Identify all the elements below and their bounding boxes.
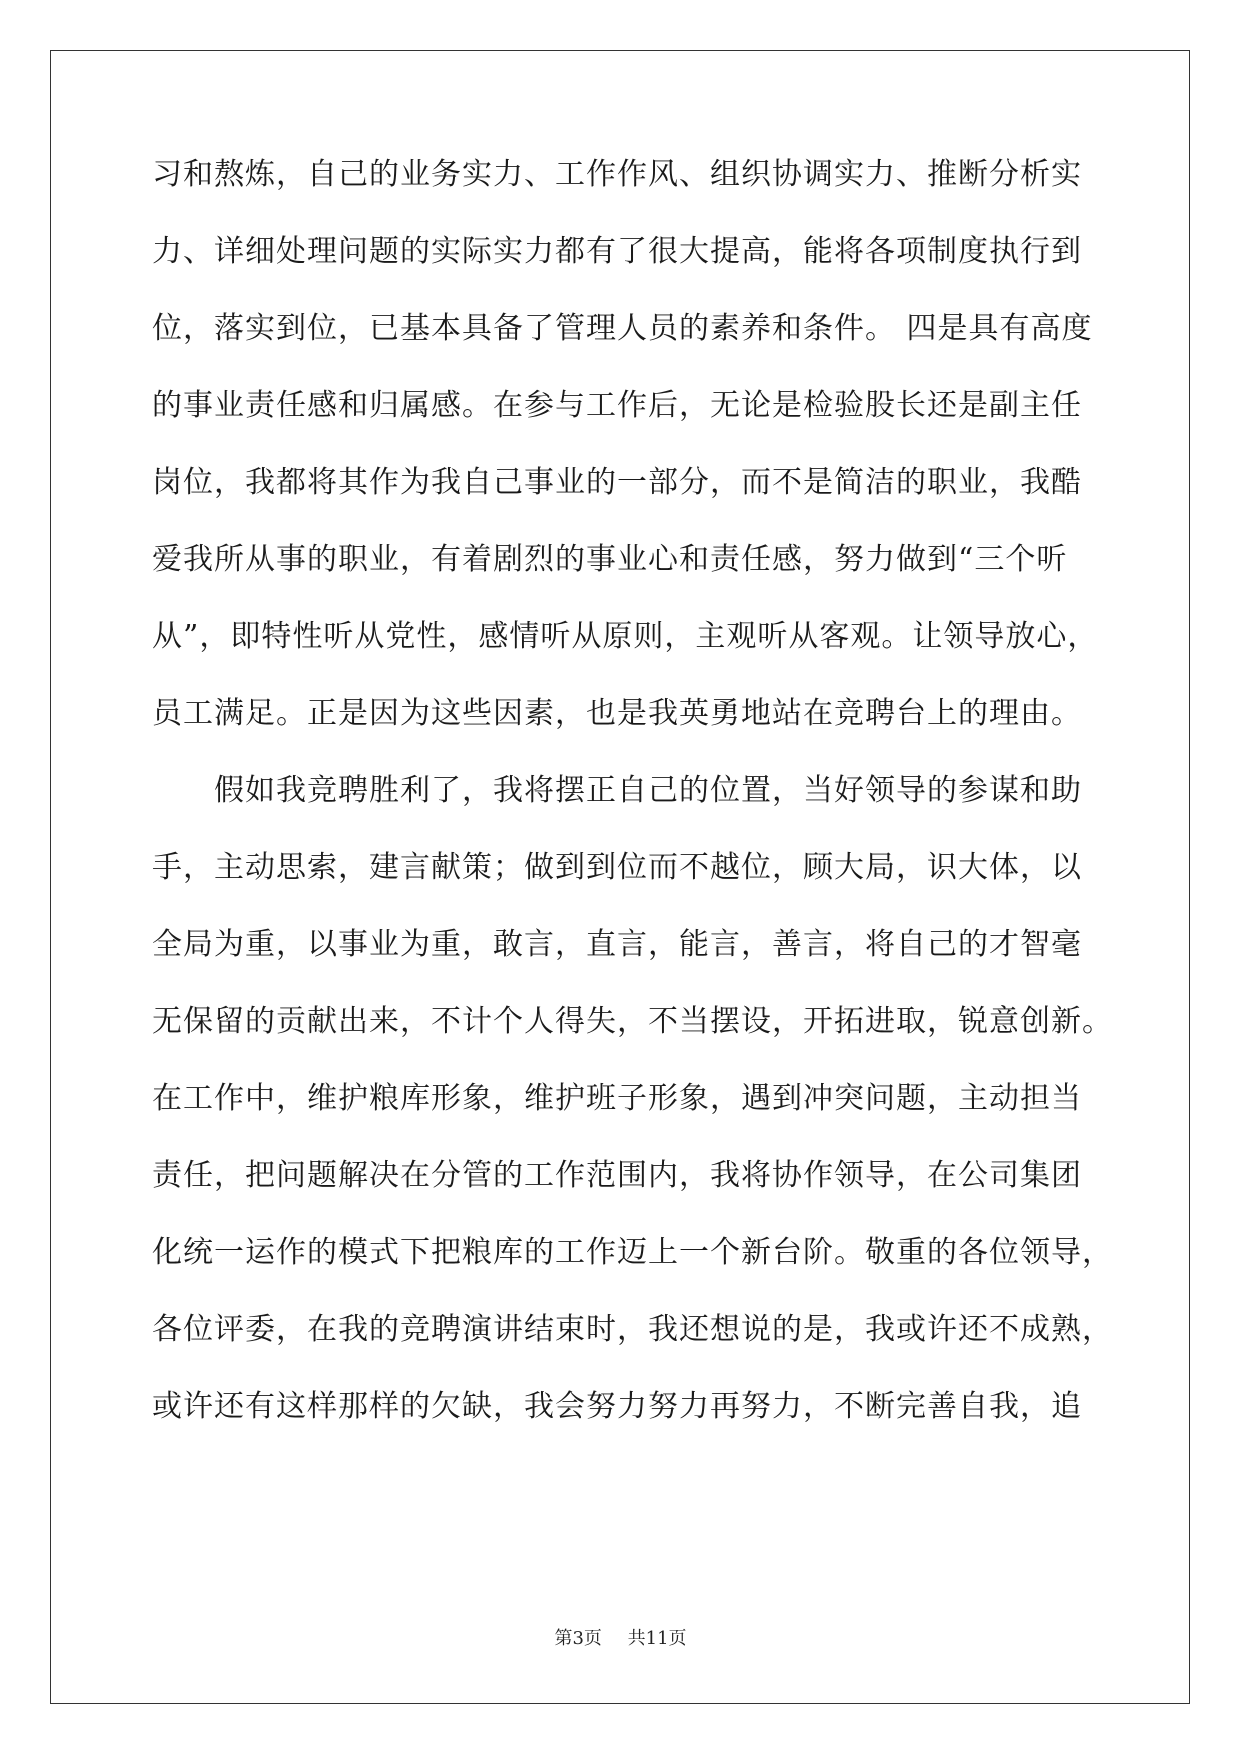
text-line: 手，主动思索，建言献策；做到到位而不越位，顾大局，识大体，以 bbox=[152, 850, 1082, 885]
text-line: 爱我所从事的职业，有着剧烈的事业心和责任感，努力做到“三个听 bbox=[152, 542, 1068, 577]
text-line: 员工满足。正是因为这些因素，也是我英勇地站在竞聘台上的理由。 bbox=[152, 696, 1082, 731]
text-line: 的事业责任感和归属感。在参与工作后，无论是检验股长还是副主任 bbox=[152, 388, 1082, 423]
text-line: 从”，即特性听从党性，感情听从原则，主观听从客观。让领导放心， bbox=[152, 619, 1099, 654]
text-line: 在工作中，维护粮库形象，维护班子形象，遇到冲突问题，主动担当 bbox=[152, 1081, 1082, 1116]
page-footer bbox=[0, 1624, 1241, 1650]
text-line: 位，落实到位，已基本具备了管理人员的素养和条件。 四是具有高度 bbox=[152, 311, 1093, 346]
text-line: 全局为重，以事业为重，敢言，直言，能言，善言，将自己的才智毫 bbox=[152, 927, 1082, 962]
text-line: 各位评委，在我的竞聘演讲结束时，我还想说的是，我或许还不成熟， bbox=[152, 1312, 1113, 1347]
text-line: 无保留的贡献出来，不计个人得失，不当摆设，开拓进取，锐意创新。 bbox=[152, 1004, 1113, 1039]
total-pages: 共11页 bbox=[627, 1628, 687, 1649]
text-line: 力、详细处理问题的实际实力都有了很大提高，能将各项制度执行到 bbox=[152, 234, 1082, 269]
text-line: 岗位，我都将其作为我自己事业的一部分，而不是简洁的职业，我酷 bbox=[152, 465, 1082, 500]
page-number: 第3页 bbox=[554, 1628, 602, 1649]
text-line: 责任，把问题解决在分管的工作范围内，我将协作领导，在公司集团 bbox=[152, 1158, 1082, 1193]
document-body bbox=[152, 157, 1113, 1469]
text-line: 或许还有这样那样的欠缺，我会努力努力再努力，不断完善自我，追 bbox=[152, 1389, 1082, 1424]
text-line: 化统一运作的模式下把粮库的工作迈上一个新台阶。敬重的各位领导， bbox=[152, 1235, 1113, 1270]
text-line: 假如我竞聘胜利了，我将摆正自己的位置，当好领导的参谋和助 bbox=[152, 773, 1082, 808]
text-line: 习和熬炼，自己的业务实力、工作作风、组织协调实力、推断分析实 bbox=[152, 157, 1082, 192]
